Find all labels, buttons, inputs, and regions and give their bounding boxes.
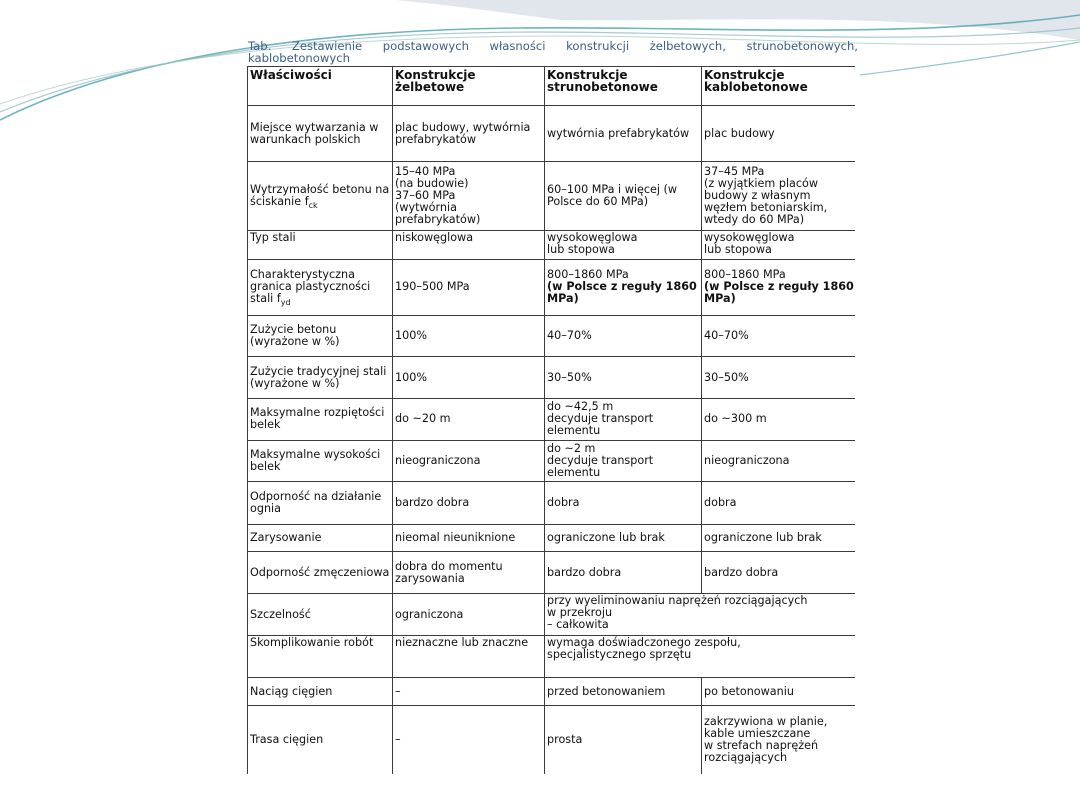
- strunobet-cell: [545, 231, 702, 259]
- strunobet-cell: dobra: [545, 482, 702, 524]
- strunobet-kablobet-cell: [545, 594, 856, 635]
- cell-line: 37–45 MPa: [704, 165, 765, 179]
- property-cell: Maksymalne rozpiętości belek: [248, 398, 393, 440]
- strunobet-cell: bardzo dobra: [545, 552, 702, 594]
- property-cell: Zarysowanie: [248, 524, 393, 551]
- table-header-row: [248, 67, 856, 106]
- property-cell: Zużycie betonu (wyrażone w %): [248, 316, 393, 357]
- strunobet-cell: wytwórnia prefabrykatów: [545, 106, 702, 161]
- zelbet-cell: plac budowy, wytwórnia prefabrykatów: [393, 106, 545, 161]
- cell-line: kable umieszczane: [704, 727, 811, 741]
- cell-line: (z wyjątkiem placów: [704, 177, 819, 191]
- strunobet-cell: [545, 259, 702, 315]
- cell-line: do ~42,5 m: [547, 400, 614, 414]
- table-row: [248, 357, 856, 398]
- strunobet-cell: [545, 398, 702, 440]
- header-cell: Konstrukcje strunobetonowe: [545, 67, 702, 106]
- zelbet-cell: dobra do momentu zarysowania: [393, 552, 545, 594]
- cell-line: specjalistycznego sprzętu: [547, 647, 692, 661]
- cell-line: w strefach naprężeń: [704, 739, 819, 753]
- subscript: ck: [308, 201, 318, 211]
- kablobet-cell: po betonowaniu: [702, 678, 856, 706]
- kablobet-cell: ograniczone lub brak: [702, 524, 856, 551]
- zelbet-cell: do ~20 m: [393, 398, 545, 440]
- zelbet-cell: nieograniczona: [393, 441, 545, 482]
- cell-line: w przekroju: [547, 606, 613, 620]
- table-row: [248, 594, 856, 635]
- table-row: [248, 161, 856, 231]
- cell-line: – całkowita: [547, 618, 609, 632]
- property-cell: [248, 259, 393, 315]
- property-cell: Naciąg cięgien: [248, 678, 393, 706]
- strunobet-kablobet-cell: [545, 635, 856, 677]
- zelbet-cell: 100%: [393, 316, 545, 357]
- cell-line: rozciągających: [704, 751, 788, 765]
- kablobet-cell: [702, 706, 856, 774]
- kablobet-cell: nieograniczona: [702, 441, 856, 482]
- strunobet-cell: przed betonowaniem: [545, 678, 702, 706]
- kablobet-cell: 40–70%: [702, 316, 856, 357]
- table-row: [248, 635, 856, 677]
- cell-line: 15–40 MPa: [395, 165, 456, 179]
- property-cell: Maksymalne wysokości belek: [248, 441, 393, 482]
- property-cell: Typ stali: [248, 231, 393, 259]
- cell-line: lub stopowa: [704, 243, 772, 257]
- property-cell: [248, 161, 393, 231]
- cell-line: wymaga doświadczonego zespołu,: [547, 635, 741, 649]
- zelbet-cell: [393, 161, 545, 231]
- zelbet-cell: 100%: [393, 357, 545, 398]
- cell-line: przy wyeliminowaniu naprężeń rozciągających: [547, 594, 808, 608]
- zelbet-cell: niskowęglowa: [393, 231, 545, 259]
- cell-line: (wytwórnia: [395, 201, 457, 215]
- strunobet-cell: 30–50%: [545, 357, 702, 398]
- zelbet-cell: ograniczona: [393, 594, 545, 635]
- table-caption: Tab. Zestawienie podstawowych własności konstrukcji żelbetowych, strunobetonowych, kablobetonowych: [248, 39, 858, 65]
- table-row: [248, 398, 856, 440]
- cell-line: 37–60 MPa: [395, 189, 456, 203]
- property-cell: Trasa cięgien: [248, 706, 393, 774]
- property-cell: Odporność na działanie ognia: [248, 482, 393, 524]
- cell-line: zakrzywiona w planie,: [704, 715, 828, 729]
- zelbet-cell: –: [393, 706, 545, 774]
- cell-line-bold: (w Polsce z reguły 1860 MPa): [704, 280, 854, 306]
- kablobet-cell: bardzo dobra: [702, 552, 856, 594]
- zelbet-cell: bardzo dobra: [393, 482, 545, 524]
- table-row: [248, 552, 856, 594]
- zelbet-cell: 190–500 MPa: [393, 259, 545, 315]
- property-cell: Zużycie tradycyjnej stali (wyrażone w %): [248, 357, 393, 398]
- cell-line: decyduje transport: [547, 412, 654, 426]
- table-row: [248, 231, 856, 259]
- strunobet-cell: [545, 441, 702, 482]
- cell-line: elementu: [547, 424, 601, 438]
- zelbet-cell: nieznaczne lub znaczne: [393, 635, 545, 677]
- kablobet-cell: [702, 231, 856, 259]
- header-cell: Właściwości: [248, 67, 393, 106]
- strunobet-cell: prosta: [545, 706, 702, 774]
- table-row: [248, 441, 856, 482]
- cell-line: decyduje transport: [547, 454, 654, 468]
- property-text: Charakterystyczna granica plastyczności stali f: [250, 268, 371, 306]
- table-row: [248, 106, 856, 161]
- cell-line: wtedy do 60 MPa): [704, 213, 805, 227]
- cell-line: 800–1860 MPa: [704, 268, 786, 282]
- cell-line: lub stopowa: [547, 243, 615, 257]
- subscript: yd: [280, 298, 291, 308]
- strunobet-cell: 40–70%: [545, 316, 702, 357]
- cell-line: (na budowie): [395, 177, 469, 191]
- table-row: [248, 678, 856, 706]
- cell-line: wysokowęglowa: [704, 231, 795, 245]
- kablobet-cell: dobra: [702, 482, 856, 524]
- table-row: [248, 482, 856, 524]
- properties-table-container: [247, 66, 855, 774]
- cell-line: do ~2 m: [547, 442, 596, 456]
- strunobet-cell: ograniczone lub brak: [545, 524, 702, 551]
- cell-line: 800–1860 MPa: [547, 268, 629, 282]
- cell-line: prefabrykatów): [395, 213, 481, 227]
- cell-line: wysokowęglowa: [547, 231, 638, 245]
- header-cell: Konstrukcje żelbetowe: [393, 67, 545, 106]
- property-cell: Odporność zmęczeniowa: [248, 552, 393, 594]
- zelbet-cell: –: [393, 678, 545, 706]
- table-row: [248, 316, 856, 357]
- property-cell: Miejsce wytwarzania w warunkach polskich: [248, 106, 393, 161]
- property-text: Wytrzymałość betonu na ściskanie f: [250, 183, 390, 209]
- property-cell: Skomplikowanie robót: [248, 635, 393, 677]
- property-cell: Szczelność: [248, 594, 393, 635]
- cell-line: elementu: [547, 466, 601, 480]
- strunobet-cell: 60–100 MPa i więcej (w Polsce do 60 MPa): [545, 161, 702, 231]
- table-row: [248, 259, 856, 315]
- cell-line: węzłem betoniarskim,: [704, 201, 828, 215]
- kablobet-cell: [702, 259, 856, 315]
- kablobet-cell: plac budowy: [702, 106, 856, 161]
- cell-line-bold: (w Polsce z reguły 1860 MPa): [547, 280, 697, 306]
- kablobet-cell: do ~300 m: [702, 398, 856, 440]
- table-row: [248, 706, 856, 774]
- kablobet-cell: 30–50%: [702, 357, 856, 398]
- table-row: [248, 524, 856, 551]
- header-cell: Konstrukcje kablobetonowe: [702, 67, 856, 106]
- properties-table: [247, 66, 855, 774]
- zelbet-cell: nieomal nieuniknione: [393, 524, 545, 551]
- cell-line: budowy z własnym: [704, 189, 811, 203]
- kablobet-cell: [702, 161, 856, 231]
